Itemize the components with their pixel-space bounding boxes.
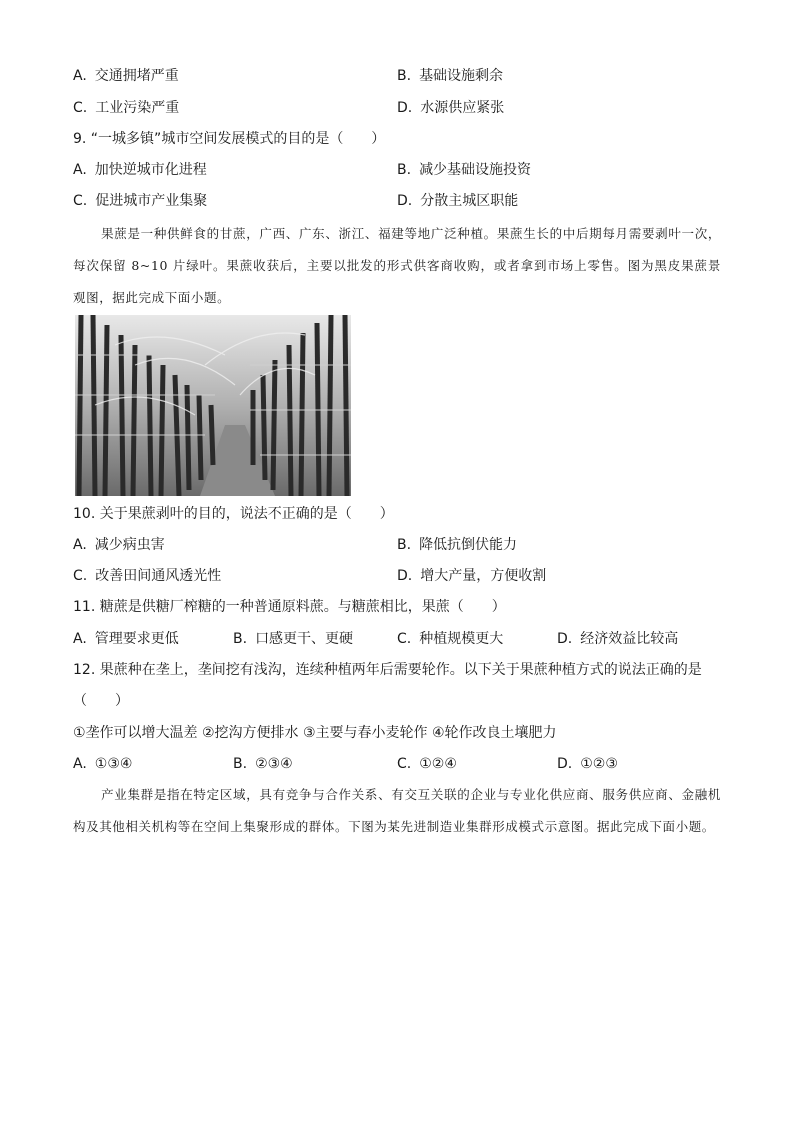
q12-option-c: C. ①②④ — [397, 756, 457, 772]
q9-option-c: C. 促进城市产业集聚 — [73, 193, 208, 209]
q8-option-b: B. 基础设施剩余 — [397, 68, 504, 84]
q11-option-a: A. 管理要求更低 — [73, 631, 179, 647]
q12-stem-cont: （ ） — [73, 693, 129, 709]
q12-statements: ①垄作可以增大温差 ②挖沟方便排水 ③主要与春小麦轮作 ④轮作改良土壤肥力 — [73, 725, 557, 741]
q11-stem: 11. 糖蔗是供糖厂榨糖的一种普通原料蔗。与糖蔗相比，果蔗（ ） — [73, 599, 506, 615]
q8-option-d: D. 水源供应紧张 — [397, 100, 505, 116]
passage-industry-cluster-text: 产业集群是指在特定区域，具有竞争与合作关系、有交互关联的企业与专业化供应商、服务供应商、金融机构及其他相关机构等在空间上集聚形成的群体。下图为某先进制造业集群形成模式示意图。据此完成下面小题。 — [73, 787, 721, 834]
q8-option-a: A. 交通拥堵严重 — [73, 68, 179, 84]
q11-option-b: B. 口感更干、更硬 — [233, 631, 354, 647]
passage-sugarcane — [73, 218, 721, 314]
q10-option-b: B. 降低抗倒伏能力 — [397, 537, 518, 553]
passage-industry-cluster — [73, 779, 721, 843]
q9-stem: 9. “一城多镇”城市空间发展模式的目的是（ ） — [73, 131, 386, 147]
q10-stem: 10. 关于果蔗剥叶的目的，说法不正确的是（ ） — [73, 506, 394, 522]
q9-option-a: A. 加快逆城市化进程 — [73, 162, 207, 178]
passage-sugarcane-text: 果蔗是一种供鲜食的甘蔗，广西、广东、浙江、福建等地广泛种植。果蔗生长的中后期每月需要剥叶一次，每次保留 8~10 片绿叶。果蔗收获后，主要以批发的形式供客商收购，或者拿到市场上零售。图为黑皮果蔗景观图，据此完成下面小题。 — [73, 226, 721, 305]
q10-option-c: C. 改善田间通风透光性 — [73, 568, 222, 584]
q11-option-d: D. 经济效益比较高 — [557, 631, 679, 647]
q12-stem: 12. 果蔗种在垄上，垄间挖有浅沟，连续种植两年后需要轮作。以下关于果蔗种植方式的说法正确的是 — [73, 662, 702, 678]
q11-option-c: C. 种植规模更大 — [397, 631, 504, 647]
q12-option-a: A. ①③④ — [73, 756, 133, 772]
q12-option-b: B. ②③④ — [233, 756, 293, 772]
q8-option-c: C. 工业污染严重 — [73, 100, 180, 116]
q9-option-b: B. 减少基础设施投资 — [397, 162, 532, 178]
sugarcane-photo — [75, 315, 351, 496]
q12-option-d: D. ①②③ — [557, 756, 618, 772]
q10-option-d: D. 增大产量，方便收割 — [397, 568, 547, 584]
q10-option-a: A. 减少病虫害 — [73, 537, 165, 553]
q9-option-d: D. 分散主城区职能 — [397, 193, 519, 209]
